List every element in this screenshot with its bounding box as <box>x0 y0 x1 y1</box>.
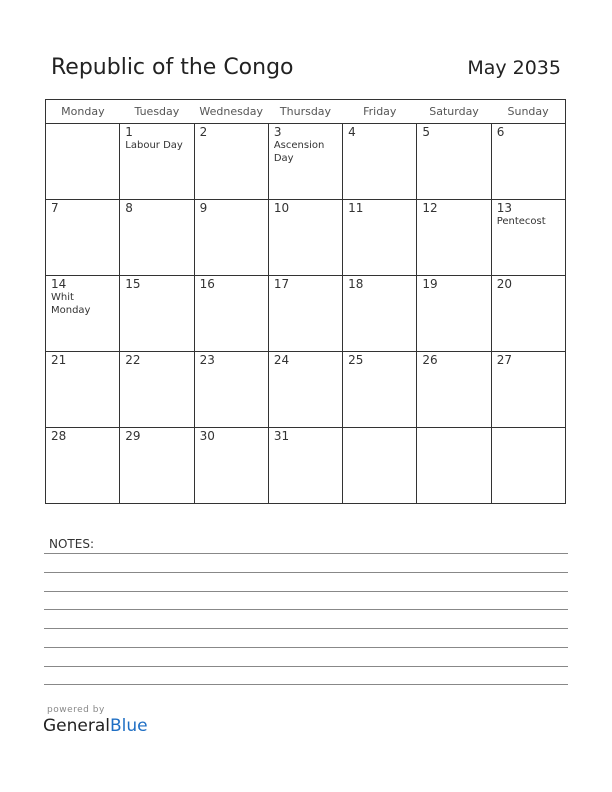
day-cell <box>120 276 194 352</box>
notes-line <box>44 647 568 648</box>
day-number: 1 <box>125 125 133 139</box>
weekday-monday: Monday <box>46 100 120 124</box>
day-cell <box>120 352 194 428</box>
day-number: 6 <box>496 125 505 139</box>
weekday-sunday: Sunday <box>491 100 565 124</box>
notes-line <box>44 553 568 554</box>
day-cell <box>194 200 268 276</box>
day-cell <box>417 200 491 276</box>
day-cell <box>343 200 417 276</box>
holiday-label: Labour Day <box>125 140 183 151</box>
day-number: 31 <box>273 429 290 443</box>
week-row <box>46 124 566 200</box>
notes-line <box>44 591 568 592</box>
day-cell <box>46 124 120 200</box>
generalblue-logo[interactable] <box>43 716 148 736</box>
day-number: 20 <box>496 277 512 291</box>
day-cell <box>343 352 417 428</box>
holiday-label: Pentecost <box>496 216 546 227</box>
day-cell <box>343 124 417 200</box>
day-number: 16 <box>199 277 215 291</box>
day-number: 26 <box>422 353 438 367</box>
calendar-grid <box>45 99 566 504</box>
day-number: 28 <box>51 429 67 443</box>
day-cell <box>417 352 491 428</box>
day-cell <box>268 124 342 200</box>
day-cell <box>46 200 120 276</box>
day-number: 12 <box>422 201 438 215</box>
weekday-tuesday: Tuesday <box>120 100 194 124</box>
day-cell <box>194 276 268 352</box>
brand-general: General <box>43 716 110 736</box>
day-number: 3 <box>273 125 282 139</box>
weekday-thursday: Thursday <box>268 100 342 124</box>
day-cell <box>417 428 491 504</box>
notes-line <box>44 572 568 573</box>
day-cell <box>46 428 120 504</box>
day-cell <box>194 124 268 200</box>
day-cell <box>491 200 565 276</box>
day-cell <box>120 428 194 504</box>
day-cell <box>46 276 120 352</box>
day-number: 18 <box>348 277 364 291</box>
day-number: 17 <box>273 277 290 291</box>
day-number: 4 <box>348 125 356 139</box>
day-number: 8 <box>125 201 133 215</box>
day-cell <box>46 352 120 428</box>
day-cell <box>343 276 417 352</box>
month-title: May 2035 <box>467 57 561 79</box>
day-number: 23 <box>199 353 215 367</box>
day-cell <box>268 200 342 276</box>
day-cell <box>120 124 194 200</box>
day-number: 10 <box>273 201 290 215</box>
day-number: 15 <box>125 277 141 291</box>
powered-by-text: powered by <box>47 705 105 715</box>
day-cell <box>491 124 565 200</box>
day-cell <box>194 428 268 504</box>
day-number: 14 <box>51 277 67 291</box>
notes-line <box>44 684 568 685</box>
country-title: Republic of the Congo <box>51 55 294 80</box>
day-number: 21 <box>51 353 67 367</box>
day-cell <box>268 276 342 352</box>
day-cell <box>417 276 491 352</box>
day-number: 22 <box>125 353 141 367</box>
notes-label: NOTES: <box>49 537 94 551</box>
day-number: 27 <box>496 353 512 367</box>
notes-line <box>44 666 568 667</box>
day-cell <box>491 352 565 428</box>
holiday-label: Whit Monday <box>51 292 91 316</box>
week-row <box>46 428 566 504</box>
day-number: 9 <box>199 201 208 215</box>
brand-blue: Blue <box>110 716 148 736</box>
week-row <box>46 352 566 428</box>
day-cell <box>491 428 565 504</box>
day-cell <box>120 200 194 276</box>
day-number: 5 <box>422 125 431 139</box>
notes-line <box>44 628 568 629</box>
week-row <box>46 200 566 276</box>
day-cell <box>268 428 342 504</box>
day-number: 24 <box>273 353 290 367</box>
weekday-friday: Friday <box>343 100 417 124</box>
day-number: 29 <box>125 429 141 443</box>
day-number: 25 <box>348 353 364 367</box>
holiday-label: Ascension Day <box>273 140 325 164</box>
week-row <box>46 276 566 352</box>
day-cell <box>194 352 268 428</box>
day-number: 30 <box>199 429 215 443</box>
weekday-saturday: Saturday <box>417 100 491 124</box>
weekday-header-row <box>46 100 566 124</box>
day-number: 7 <box>51 201 59 215</box>
notes-line <box>44 609 568 610</box>
day-cell <box>343 428 417 504</box>
day-number: 19 <box>422 277 438 291</box>
day-number: 13 <box>496 201 512 215</box>
day-cell <box>417 124 491 200</box>
day-cell <box>491 276 565 352</box>
weekday-wednesday: Wednesday <box>194 100 268 124</box>
day-number: 2 <box>199 125 208 139</box>
day-number: 11 <box>348 201 364 215</box>
day-cell <box>268 352 342 428</box>
